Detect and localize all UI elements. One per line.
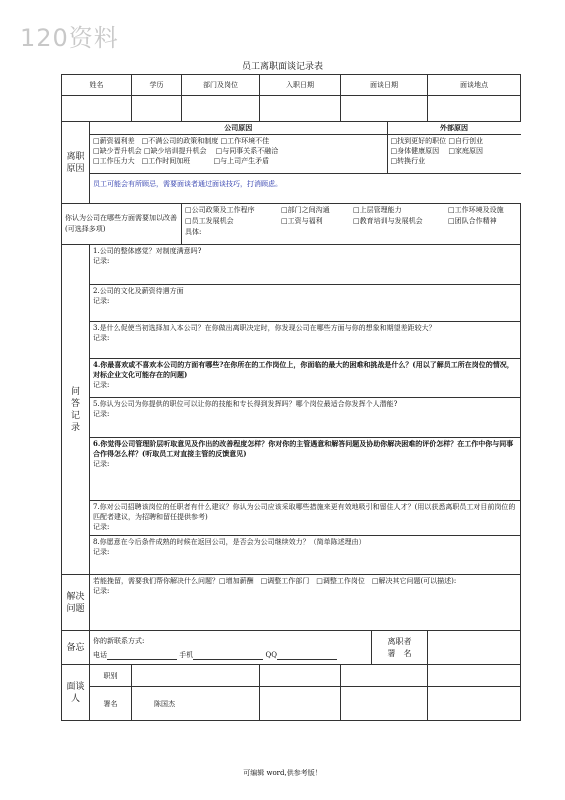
record-label: 记录:	[93, 334, 110, 342]
question-text: 4.你最喜欢或不喜欢本公司的方面有哪些?在你所在的工作岗位上，你面临的最大的困难和挑战是什么？(用以了解员工所在岗位的情况，对标企业文化可能存在的问题)	[93, 360, 514, 379]
interviewer-sign-label: 署名	[90, 687, 132, 721]
header-name: 姓名	[62, 75, 132, 96]
footer-note: 可编辑 word,供参考版！	[243, 769, 322, 777]
question-text: 1.公司的整体感觉？对制度满意吗?	[93, 247, 202, 255]
record-label: 记录:	[93, 587, 110, 595]
memo-contact[interactable]	[90, 631, 372, 665]
signer-label: 离职者	[387, 636, 412, 646]
qq-line[interactable]	[277, 651, 337, 660]
header-interview-place: 面谈地点	[428, 75, 521, 96]
record-label: 记录:	[93, 410, 110, 418]
contact-label: 你的新联系方式:	[93, 636, 145, 645]
improve-option[interactable]: □上层管理能力	[353, 206, 402, 214]
question-text: 6.你觉得公司管理阶层听取意见及作出的改善程度怎样？你对你的主管遇意和解答问题及协助你解决困难的评价怎样？在工作中你与同事合作得怎么样？(听取员工对直接主管的反馈意见)	[93, 439, 514, 458]
question-text: 5.你认为公司为你提供的职位可以让你的技能和专长得到发挥吗？哪个岗位最适合你发挥个人潜能?	[93, 400, 398, 408]
company-reasons-title: 公司原因	[90, 122, 387, 135]
improve-option[interactable]: □团队合作精神	[448, 217, 497, 225]
qa-item-6[interactable]	[90, 438, 521, 501]
reasons-block	[90, 122, 521, 204]
qa-item-5[interactable]	[90, 398, 521, 438]
improve-option[interactable]: □公司政策及工作程序	[185, 206, 255, 214]
education-field[interactable]	[132, 96, 182, 122]
solve-label: 解决问题	[62, 575, 90, 631]
question-text: 2.公司的文化及薪资待遇方面	[93, 287, 184, 295]
header-entry-date: 入职日期	[260, 75, 341, 96]
memo-label: 备忘	[62, 631, 90, 665]
entry-date-field[interactable]	[260, 96, 341, 122]
interviewer-field-2[interactable]	[260, 687, 341, 721]
signer-sign-label: 署 名	[387, 648, 412, 658]
qa-item-2[interactable]	[90, 285, 521, 322]
external-reason-row[interactable]: □找到更好的职位 □自行创业	[390, 137, 483, 145]
record-label: 记录:	[93, 381, 110, 389]
interview-place-field[interactable]	[428, 96, 521, 122]
qa-label: 问答记录	[62, 245, 90, 575]
position-field-2[interactable]	[260, 665, 341, 687]
mobile-line[interactable]	[193, 651, 263, 660]
improve-option[interactable]: □部门之间沟通	[281, 206, 330, 214]
department-field[interactable]	[182, 96, 260, 122]
record-label: 记录:	[93, 460, 110, 468]
name-field[interactable]	[62, 96, 132, 122]
position-field-3[interactable]	[341, 665, 428, 687]
position-label: 职别	[90, 665, 132, 687]
improve-options	[182, 204, 521, 245]
qa-item-7[interactable]	[90, 501, 521, 536]
improve-option[interactable]: □工作环境及设施	[448, 206, 504, 214]
interviewer-label: 面谈人	[62, 665, 90, 721]
qa-item-4[interactable]	[90, 359, 521, 398]
company-reason-row[interactable]: □薪资福利差 □不满公司的政策和制度 □工作环境不佳	[93, 137, 270, 145]
record-label: 记录:	[93, 548, 110, 556]
question-text: 3.是什么促使当初选择加入本公司？在你做出离职决定时，你发现公司在哪些方面与你的想象和期望差距较大？	[93, 324, 436, 332]
improve-option[interactable]: □工资与福利	[281, 217, 323, 225]
position-field[interactable]	[132, 665, 260, 687]
qa-item-1[interactable]	[90, 245, 521, 285]
form-title: 员工离职面谈记录表	[241, 62, 323, 72]
reasons-label: 离职原因	[62, 122, 90, 204]
signer-sign-field[interactable]	[428, 631, 521, 665]
header-department: 部门及岗位	[182, 75, 260, 96]
reasons-note: 员工可能会有所顾忌，需要面谈者通过面谈技巧，打消顾虑。	[90, 174, 521, 195]
improve-option[interactable]: □员工发展机会	[185, 217, 234, 225]
question-text: 7.你对公司招聘该岗位的任职者有什么建议？你认为公司应该采取哪些措施来更有效地吸引和留住人才？(用以获悉离职员工对目前岗位的匹配者建议，为招聘和留任提供参考)	[93, 503, 516, 521]
company-reason-row[interactable]: □缺少晋升机会 □缺少培训提升机会 □与同事关系不融洽	[93, 147, 279, 155]
external-reasons-title: 外部原因	[387, 122, 521, 135]
company-reason-row[interactable]: □工作压力大 □工作时间加班 □与上司产生矛盾	[93, 157, 270, 165]
interviewer-name: 陈国杰	[132, 687, 260, 721]
interviewer-field-4[interactable]	[428, 687, 521, 721]
phone-line[interactable]	[107, 651, 177, 660]
record-label: 记录:	[93, 257, 110, 265]
mobile-label: 手机	[179, 650, 194, 659]
watermark: 120资料	[20, 24, 119, 52]
solve-block[interactable]	[90, 575, 521, 631]
header-education: 学历	[132, 75, 182, 96]
improve-other[interactable]: 具体:	[185, 228, 202, 236]
external-reason-row[interactable]: □身体健康原因 □家庭原因	[390, 147, 483, 155]
qq-label: QQ	[265, 650, 277, 659]
exit-interview-form	[61, 74, 521, 721]
position-field-4[interactable]	[428, 665, 521, 687]
phone-label: 电话	[93, 650, 107, 659]
improve-label: 你认为公司在哪些方面需要加以改善(可选择多项)	[62, 204, 182, 245]
qa-item-3[interactable]	[90, 322, 521, 359]
improve-option[interactable]: □教育培训与发展机会	[353, 217, 423, 225]
external-reason-row[interactable]: □转换行业	[390, 157, 426, 165]
header-interview-date: 面谈日期	[341, 75, 428, 96]
question-text: 8.你愿意在今后条件成熟的时候在返回公司，是否会为公司继续效力？（简单陈述理由）	[93, 538, 366, 546]
interview-date-field[interactable]	[341, 96, 428, 122]
solve-text: 若能挽留，需要我们帮你解决什么问题？□增加薪酬 □调整工作部门 □调整工作岗位 □解决其它问题(可以描述):	[93, 577, 457, 585]
interviewer-field-3[interactable]	[341, 687, 428, 721]
record-label: 记录:	[93, 297, 110, 305]
record-label: 记录:	[93, 523, 110, 531]
reasons-inner	[90, 122, 521, 194]
qa-item-8[interactable]	[90, 536, 521, 575]
